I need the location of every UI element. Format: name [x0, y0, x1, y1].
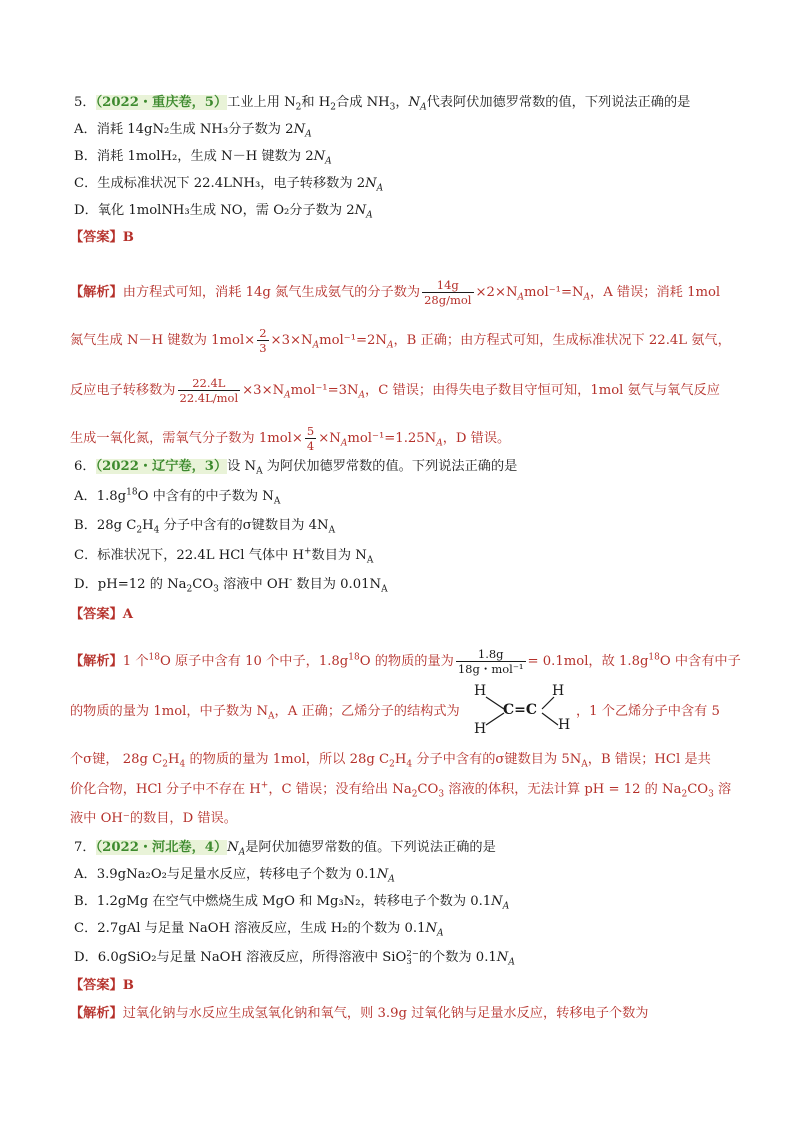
q5-analysis-line-3: 反应电子转移数为 $\frac{22.4L}{\text{22.4L/mol}}$ $\times 3\times N_Amol^{-1}=3N_A$，C 错误；由得失电子数目守恒可知，1mol 氨气与氧气反应: [70, 376, 720, 405]
q5-analysis-line-1: 【解析】由方程式可知，消耗 14g 氮气生成氨气的分子数为 $\frac{14g}{\text{28g/mol}}$ $\times 2\times N_Amol^{-1}=N_A$，A 错误；消耗 1mol: [70, 278, 721, 307]
fraction: $\frac{5}{4}$: [306, 424, 315, 453]
q5-analysis-line-4: 生成一氧化氮，需氧气分子数为 1mol× $\frac{5}{4}$ $\times N_Amol^{-1}=1.25N_A$，D 错误。: [70, 424, 511, 453]
q5-analysis-line-2: 氮气生成 N－H 键数为 1mol× $\frac{2}{3}$ $\times 3\times N_Amol^{-1}=2N_A$，B 正确；由方程式可知，生成标准状况下 22.4L 氨气，: [70, 326, 731, 355]
q6-option-b: B．28g $C_2H_4$ 分子中含有的σ键数目为 $4N_A$: [74, 518, 336, 536]
q7-source-tag: （2022・河北卷，4）: [95, 840, 228, 855]
q6-answer: 【答案】A: [70, 607, 133, 622]
q6-option-d: D．pH=12 的 $Na_2CO_3$ 溶液中 OH- 数目为 $0.01N_A$: [74, 575, 388, 595]
q6-analysis-line-3: 个σ键， 28g $C_2H_4$ 的物质的量为 1mol，所以 28g $C_2H_4$ 分子中含有的σ键数目为 $5N_A$，B 错误；HCl 是共: [70, 752, 711, 770]
q7-option-a: A．3.9gNa₂O₂与足量水反应，转移电子个数为 $0.1N_A$: [74, 867, 395, 885]
ethylene-structure: [474, 683, 572, 739]
q5-answer: 【答案】B: [70, 230, 134, 245]
fraction: $\frac{14g}{\text{28g/mol}}$: [424, 278, 472, 307]
fraction: $\frac{1.8g}{\text{18g・mol⁻¹}}$: [457, 647, 524, 676]
q6-analysis-line-2: 的物质的量为 1mol，中子数为 $N_A$，A 正确；乙烯分子的结构式为: [70, 704, 460, 722]
q7-option-d: D．6.0gSiO₂与足量 NaOH 溶液反应，所得溶液中 SiO 2− 3 的个数为 $0.1N_A$: [74, 948, 515, 968]
q6-analysis-line-5: 液中 OH⁻的数目，D 错误。: [70, 811, 237, 826]
q5-option-c: C．生成标准状况下 22.4LNH₃，电子转移数为 $2N_A$: [74, 176, 384, 194]
struct-h-bottom-left: H: [474, 721, 487, 737]
q7-option-b: B．1.2gMg 在空气中燃烧生成 MgO 和 Mg₃N₂，转移电子个数为 $0.1N_A$: [74, 894, 510, 912]
struct-cc: C=C: [503, 702, 538, 718]
q6-option-c: C．标准状况下，22.4L HCl 气体中 H+数目为 $N_A$: [74, 546, 374, 566]
q7-answer: 【答案】B: [70, 978, 134, 993]
struct-h-bottom-right: H: [558, 717, 571, 733]
fraction: $\frac{22.4L}{\text{22.4L/mol}}$: [179, 376, 239, 405]
q6-option-a: A．$1.8g^{18}O$ 中含有的中子数为 $N_A$: [74, 487, 281, 507]
q5-option-a: A．消耗 14gN₂生成 NH₃分子数为 $2N_A$: [74, 122, 312, 140]
q5-stem: 5．（2022・重庆卷，5）工业上用 $N_2$和 $H_2$合成 $NH_3$，$N_A$代表阿伏加德罗常数的值，下列说法正确的是: [74, 95, 691, 113]
q7-analysis-line-1: 【解析】过氧化钠与水反应生成氢氧化钠和氧气，则 3.9g 过氧化钠与足量水反应，转移电子个数为: [70, 1006, 649, 1021]
q5-option-b: B．消耗 1molH₂，生成 N－H 键数为 $2N_A$: [74, 149, 332, 167]
q6-analysis-line-1: 【解析】1 个$^{18}$O 原子中含有 10 个中子，$1.8g^{18}O$ 的物质的量为 $\frac{1.8g}{\text{18g・mol⁻¹}}$ = 0.1mol，故 $1.8g^{18}O$ 中含有中子: [70, 647, 741, 676]
q6-analysis-line-2-tail: ，1 个乙烯分子中含有 5: [576, 704, 720, 719]
struct-h-top-right: H: [552, 683, 565, 699]
q5-option-d: D．氧化 1molNH₃生成 NO，需 O₂分子数为 $2N_A$: [74, 203, 373, 221]
struct-h-top-left: H: [474, 683, 487, 699]
q6-analysis-line-4: 价化合物，HCl 分子中不存在 H+，C 错误；没有给出 $Na_2CO_3$ 溶液的体积，无法计算 pH = 12 的 $Na_2CO_3$ 溶: [70, 780, 732, 800]
q6-stem: 6．（2022・辽宁卷，3）设 $N_A$ 为阿伏加德罗常数的值。下列说法正确的是: [74, 459, 518, 477]
fraction: $\frac{2}{3}$: [259, 326, 267, 355]
q7-stem: 7．（2022・河北卷，$4)N_A$是阿伏加德罗常数的值。下列说法正确的是: [74, 840, 496, 858]
q5-source-tag: （2022・重庆卷，5）: [95, 95, 228, 110]
q6-source-tag: （2022・辽宁卷，3）: [95, 459, 228, 474]
q7-option-c: C．2.7gAl 与足量 NaOH 溶液反应，生成 H₂的个数为 $0.1N_A$: [74, 921, 444, 939]
